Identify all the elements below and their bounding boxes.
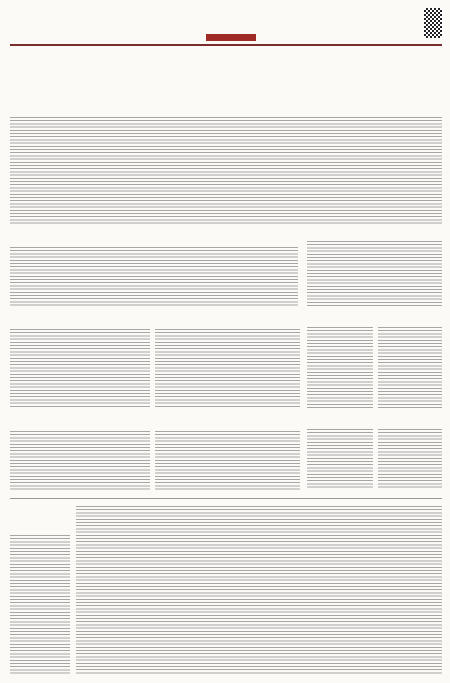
article-qixingguan	[307, 240, 442, 308]
lead-article-text	[10, 116, 442, 226]
article-taizhou	[10, 430, 150, 490]
section-en-badge	[206, 34, 256, 41]
article-nanbu	[155, 430, 300, 490]
header-bar	[10, 8, 442, 78]
qr-code	[424, 8, 442, 38]
article-haian	[10, 246, 298, 308]
article-dezhou	[307, 428, 373, 490]
notice-text-left	[10, 534, 70, 674]
article-xinjiang	[307, 326, 373, 408]
notice-text-body	[76, 505, 442, 674]
header-rule	[10, 44, 442, 46]
article-suzhou	[10, 328, 150, 408]
section-rule	[10, 498, 442, 499]
article-zunyi	[155, 328, 300, 408]
article-guowang	[378, 326, 442, 408]
article-wenzhou	[378, 428, 442, 490]
